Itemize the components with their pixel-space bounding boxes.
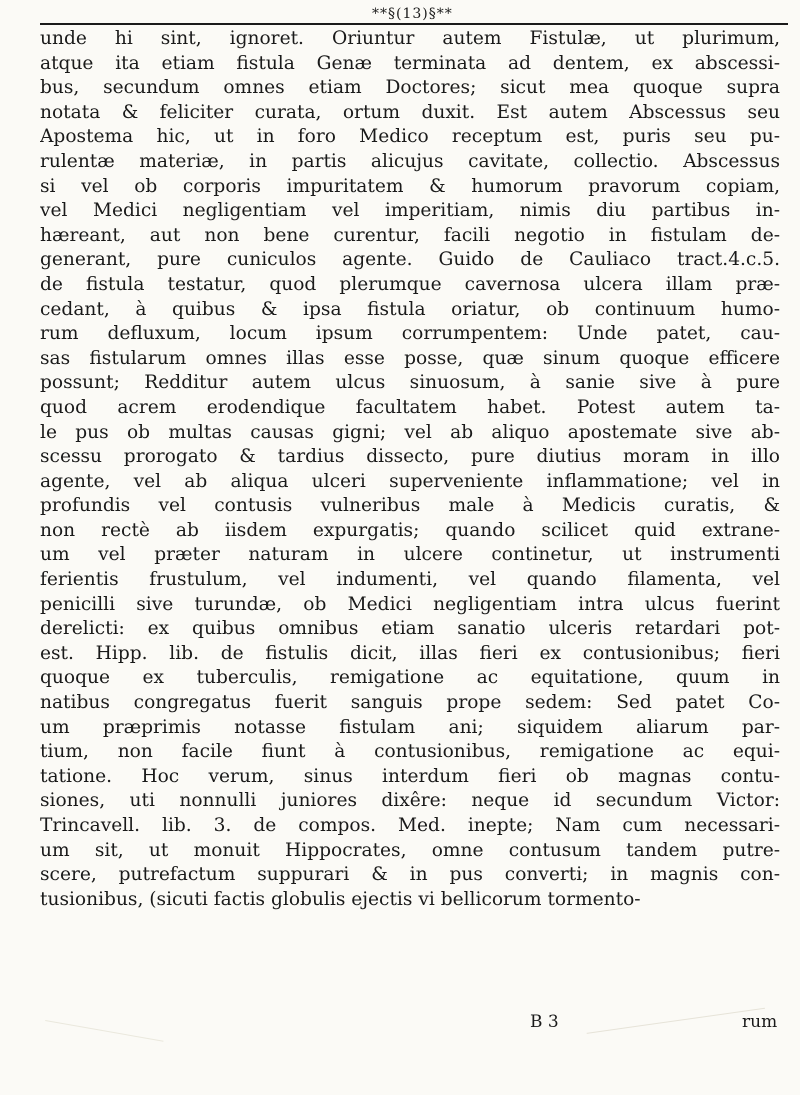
text-line: rulentæ materiæ, in partis alicujus cavitate, collectio. Abscessus: [40, 150, 780, 172]
signature-mark: B 3: [530, 1012, 559, 1032]
page-number-ornament: **§(13)§**: [372, 6, 453, 22]
text-line: um præprimis notasse fistulam ani; siquidem aliarum par-: [40, 716, 780, 738]
text-line: um vel præter naturam in ulcere continetur, ut instrumenti: [40, 544, 780, 566]
text-line: tium, non facile fiunt à contusionibus, remigatione ac equi-: [40, 741, 780, 763]
text-line: notata & feliciter curata, ortum duxit. Est autem Abscessus seu: [40, 101, 780, 123]
text-line: est. Hipp. lib. de fistulis dicit, illas fieri ex contusionibus; fieri: [40, 642, 780, 664]
page-header: [0, 6, 800, 24]
text-line: bus, secundum omnes etiam Doctores; sicut mea quoque supra: [40, 77, 780, 99]
text-line: agente, vel ab aliqua ulceri superveniente inflammatione; vel in: [40, 470, 780, 492]
text-line: generant, pure cuniculos agente. Guido de Cauliaco tract.4.c.5.: [40, 249, 780, 271]
paper-crease: [36, 1020, 163, 1091]
text-line: profundis vel contusis vulneribus male à Medicis curatis, &: [40, 495, 780, 517]
text-line: tusionibus, (sicuti factis globulis ejectis vi bellicorum tormento-: [40, 888, 641, 910]
text-line: quod acrem erodendique facultatem habet. Potest autem ta-: [40, 396, 780, 418]
text-line: le pus ob multas causas gigni; vel ab aliquo apostemate sive ab-: [40, 421, 780, 443]
text-line: rum defluxum, locum ipsum corrumpentem: Unde patet, cau-: [40, 323, 780, 345]
text-line: vel Medici negligentiam vel imperitiam, nimis diu partibus in-: [40, 200, 780, 222]
text-line: siones, uti nonnulli juniores dixêre: neque id secundum Victor:: [40, 790, 780, 812]
text-line: possunt; Redditur autem ulcus sinuosum, à sanie sive à pure: [40, 372, 780, 394]
text-line: sas fistularum omnes illas esse posse, quæ sinum quoque efficere: [40, 347, 780, 369]
text-line: derelicti: ex quibus omnibus etiam sanatio ulceris retardari pot-: [40, 618, 780, 640]
text-line: non rectè ab iisdem expurgatis; quando scilicet quid extrane-: [40, 519, 780, 541]
text-line: de fistula testatur, quod plerumque cavernosa ulcera illam præ-: [40, 273, 780, 295]
text-line: ferientis frustulum, vel indumenti, vel quando filamenta, vel: [40, 569, 780, 591]
text-line: penicilli sive turundæ, ob Medici negligentiam intra ulcus fuerint: [40, 593, 780, 615]
header-rule: [40, 23, 788, 25]
text-line: Apostema hic, ut in foro Medico receptum est, puris seu pu-: [40, 126, 780, 148]
text-line: atque ita etiam fistula Genæ terminata ad dentem, ex abscessi-: [40, 52, 780, 74]
paper-crease: [587, 1008, 774, 1093]
text-line: hæreant, aut non bene curentur, facili negotio in fistulam de-: [40, 224, 780, 246]
text-line: tatione. Hoc verum, sinus interdum fieri ob magnas contu-: [40, 765, 780, 787]
text-line: um sit, ut monuit Hippocrates, omne contusum tandem putre-: [40, 839, 780, 861]
catchword: rum: [742, 1012, 778, 1032]
text-line: Trincavell. lib. 3. de compos. Med. inepte; Nam cum necessari-: [40, 815, 780, 836]
text-line: cedant, à quibus & ipsa fistula oriatur, ob continuum humo-: [40, 298, 780, 320]
text-line: scere, putrefactum suppurari & in pus converti; in magnis con-: [40, 864, 780, 886]
text-line: scessu prorogato & tardius dissecto, pure diutius moram in illo: [40, 446, 780, 468]
text-line: natibus congregatus fuerit sanguis prope sedem: Sed patet Co-: [40, 692, 780, 714]
text-line: unde hi sint, ignoret. Oriuntur autem Fistulæ, ut plurimum,: [40, 28, 780, 49]
text-line: quoque ex tuberculis, remigatione ac equitatione, quum in: [40, 667, 780, 689]
text-line: si vel ob corporis impuritatem & humorum pravorum copiam,: [40, 175, 780, 197]
body-text: [40, 27, 780, 912]
